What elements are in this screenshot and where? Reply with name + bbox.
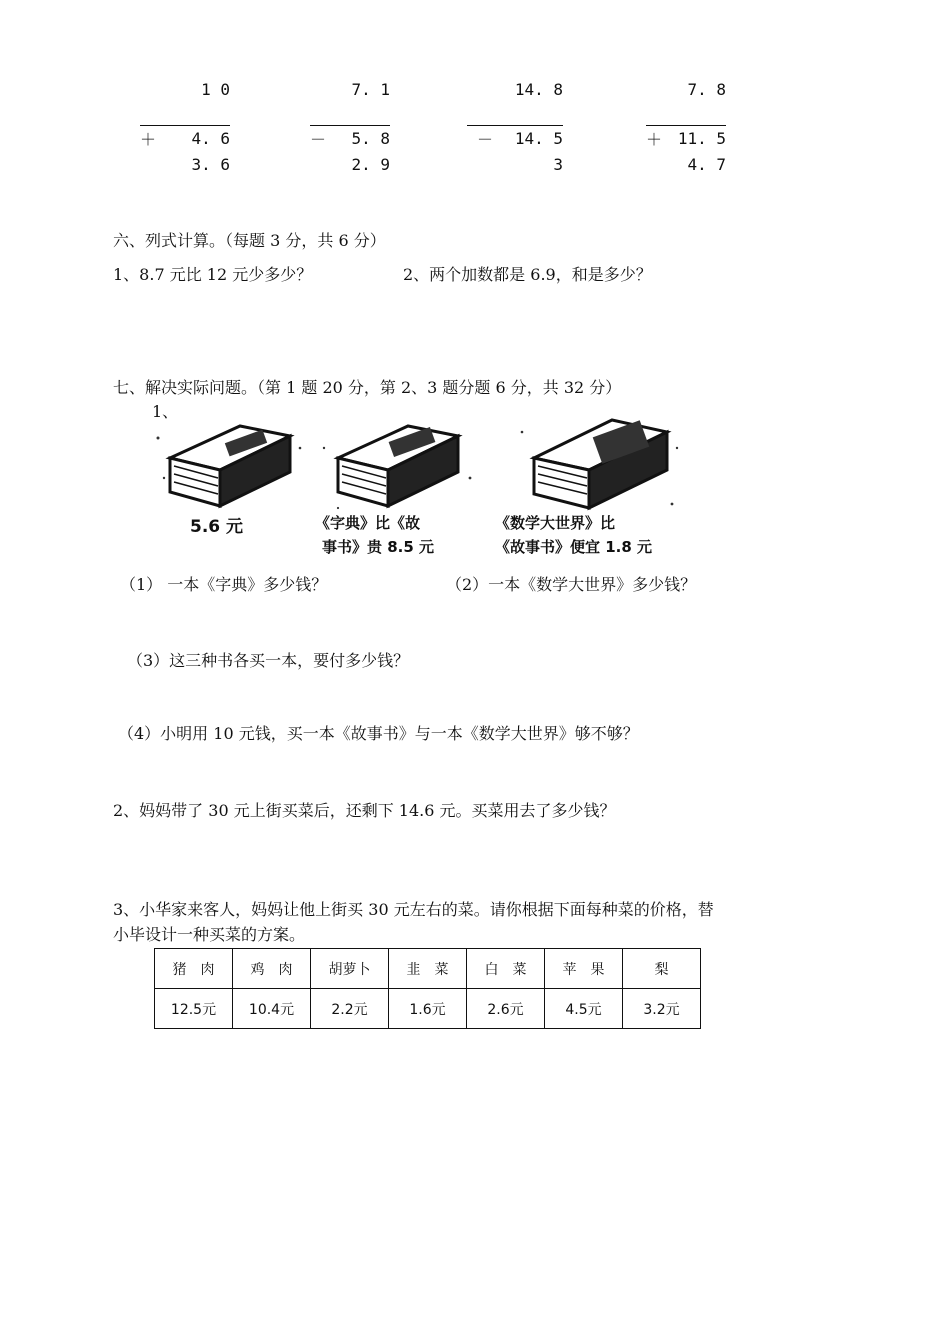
table-cell: 白 菜 bbox=[467, 949, 545, 989]
vp2-bottom: 2. 9 bbox=[351, 155, 390, 174]
vertical-problem-3 bbox=[467, 77, 563, 174]
vp4-bottom: 4. 7 bbox=[687, 155, 726, 174]
section6-q2: 2、两个加数都是 6.9，和是多少？ bbox=[403, 265, 652, 284]
table-cell: 3.2元 bbox=[623, 989, 701, 1029]
table-cell: 猪 肉 bbox=[155, 949, 233, 989]
vp2-top: 7. 1 bbox=[351, 80, 390, 99]
section7-q2: 2、妈妈带了 30 元上街买菜后，还剩下 14.6 元。买菜用去了多少钱？ bbox=[113, 801, 616, 820]
section7-q3-line2: 小毕设计一种买菜的方案。 bbox=[113, 925, 306, 944]
book1-caption: 5.6 元 bbox=[190, 517, 244, 537]
vertical-problem-2 bbox=[310, 77, 390, 174]
table-cell: 梨 bbox=[623, 949, 701, 989]
table-cell: 韭 菜 bbox=[389, 949, 467, 989]
table-cell: 苹 果 bbox=[545, 949, 623, 989]
table-cell: 4.5元 bbox=[545, 989, 623, 1029]
section7-q1-label: 1、 bbox=[152, 402, 179, 421]
section6-title: 六、列式计算。（每题 3 分，共 6 分） bbox=[113, 231, 386, 250]
section7-q3-line1: 3、小华家来客人，妈妈让他上街买 30 元左右的菜。请你根据下面每种菜的价格，替 bbox=[113, 900, 714, 919]
book2-caption-line2: 事书》贵 8.5 元 bbox=[322, 538, 435, 556]
vp4-top: 7. 8 bbox=[687, 80, 726, 99]
section7-title: 七、解决实际问题。（第 1 题 20 分，第 2、3 题分题 6 分，共 32 分） bbox=[113, 378, 622, 397]
table-row-prices bbox=[155, 989, 701, 1029]
vp1-bottom: 3. 6 bbox=[191, 155, 230, 174]
book3-caption-line1: 《数学大世界》比 bbox=[495, 514, 616, 532]
vp1-result: 4. 6 bbox=[191, 129, 230, 148]
table-cell: 胡萝卜 bbox=[311, 949, 389, 989]
section7-sub1: （1） 一本《字典》多少钱？ bbox=[120, 575, 328, 594]
book2-caption-line1: 《字典》比《故 bbox=[315, 514, 421, 532]
vp4-op: ＋ bbox=[646, 130, 663, 149]
vertical-problem-1 bbox=[140, 77, 230, 174]
table-row-items bbox=[155, 949, 701, 989]
book-icon bbox=[318, 418, 478, 518]
vp1-top: 1 0 bbox=[201, 80, 230, 99]
vp3-top: 14. 8 bbox=[514, 80, 563, 99]
table-cell: 鸡 肉 bbox=[233, 949, 311, 989]
vp4-result: 11. 5 bbox=[677, 129, 726, 148]
vp3-result: 14. 5 bbox=[514, 129, 563, 148]
vp3-bottom: 3 bbox=[553, 155, 563, 174]
table-cell: 2.2元 bbox=[311, 989, 389, 1029]
book-icon bbox=[150, 418, 310, 518]
vp2-result: 5. 8 bbox=[351, 129, 390, 148]
vertical-problem-4 bbox=[646, 77, 726, 174]
price-table bbox=[154, 948, 701, 1029]
vp2-op: － bbox=[310, 130, 327, 149]
section7-sub3: （3）这三种书各买一本，要付多少钱？ bbox=[127, 651, 410, 670]
vp3-op: － bbox=[477, 130, 494, 149]
table-cell: 12.5元 bbox=[155, 989, 233, 1029]
table-cell: 2.6元 bbox=[467, 989, 545, 1029]
table-cell: 10.4元 bbox=[233, 989, 311, 1029]
book-icon bbox=[512, 408, 687, 518]
table-cell: 1.6元 bbox=[389, 989, 467, 1029]
section7-sub2: （2）一本《数学大世界》多少钱？ bbox=[446, 575, 697, 594]
section7-sub4: （4）小明用 10 元钱，买一本《故事书》与一本《数学大世界》够不够？ bbox=[118, 724, 639, 743]
vp1-op: ＋ bbox=[140, 130, 157, 149]
book3-caption-line2: 《故事书》便宜 1.8 元 bbox=[495, 538, 653, 556]
section6-q1: 1、8.7 元比 12 元少多少？ bbox=[113, 265, 313, 284]
